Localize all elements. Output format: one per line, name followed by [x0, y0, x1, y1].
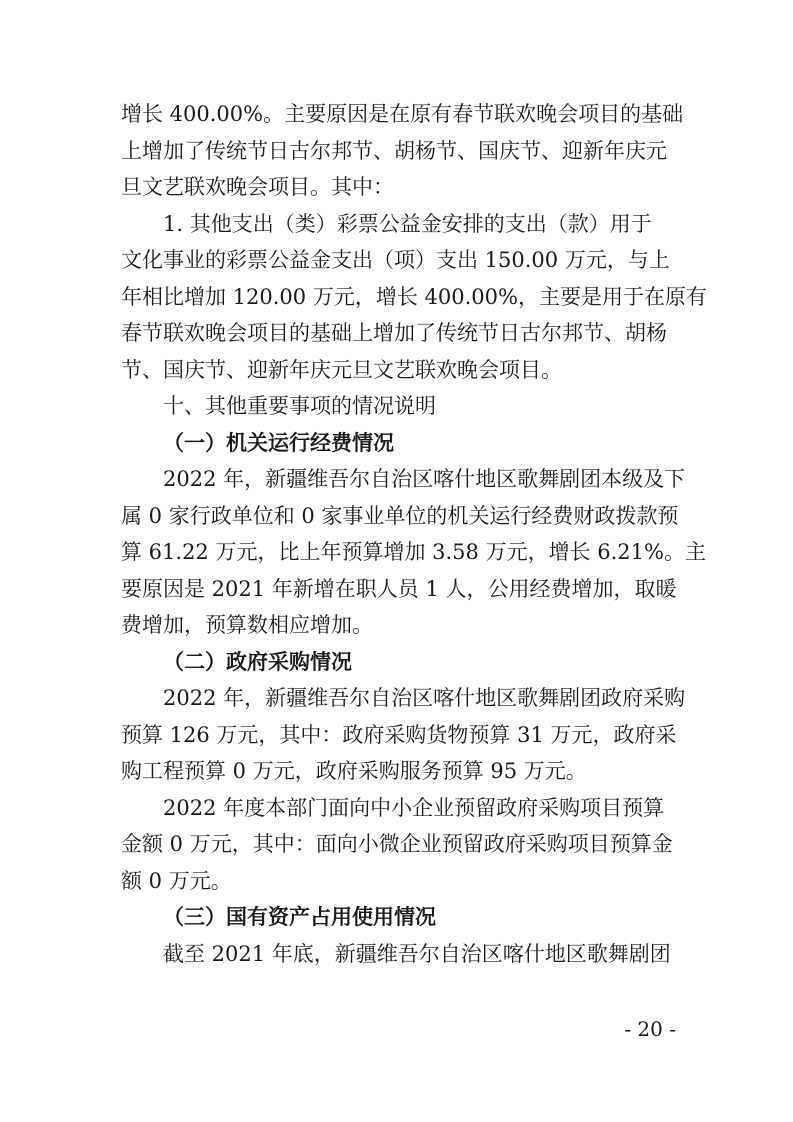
- text-line: 上增加了传统节日古尔邦节、胡杨节、国庆节、迎新年庆元: [121, 138, 667, 163]
- subsection-heading: （二）政府采购情况: [163, 649, 352, 674]
- body-text: [121, 96, 707, 972]
- text-line: 要原因是 2021 年新增在职人员 1 人，公用经费增加，取暖: [121, 576, 677, 601]
- text-line: 2022 年，新疆维吾尔自治区喀什地区歌舞剧团本级及下: [163, 467, 686, 491]
- text-line: 额 0 万元。: [121, 868, 232, 893]
- text-line: 截至 2021 年底，新疆维吾尔自治区喀什地区歌舞剧团: [163, 941, 671, 966]
- text-line: 年相比增加 120.00 万元，增长 400.00%，主要是用于在原有: [121, 284, 707, 309]
- text-line: 属 0 家行政单位和 0 家事业单位的机关运行经费财政拨款预: [121, 503, 679, 528]
- text-line: 2022 年，新疆维吾尔自治区喀什地区歌舞剧团政府采购: [163, 686, 686, 710]
- subsection-heading: （一）机关运行经费情况: [163, 430, 394, 455]
- text-line: 增长 400.00%。主要原因是在原有春节联欢晚会项目的基础: [121, 102, 684, 126]
- text-line: 购工程预算 0 万元，政府采购服务预算 95 万元。: [121, 759, 587, 783]
- text-line: 节、国庆节、迎新年庆元旦文艺联欢晚会项目。: [121, 357, 562, 382]
- text-line: 费增加，预算数相应增加。: [121, 613, 373, 637]
- page-number: - 20 -: [624, 1017, 676, 1041]
- text-line: 1. 其他支出（类）彩票公益金安排的支出（款）用于: [163, 211, 652, 236]
- text-line: 算 61.22 万元，比上年预算增加 3.58 万元，增长 6.21%。主: [121, 540, 706, 564]
- section-heading: 十、其他重要事项的情况说明: [163, 394, 436, 418]
- text-line: 春节联欢晚会项目的基础上增加了传统节日古尔邦节、胡杨: [121, 321, 667, 345]
- text-line: 预算 126 万元，其中：政府采购货物预算 31 万元，政府采: [121, 722, 677, 747]
- text-line: 旦文艺联欢晚会项目。其中：: [121, 175, 394, 199]
- text-line: 文化事业的彩票公益金支出（项）支出 150.00 万元，与上: [121, 248, 670, 272]
- text-line: 金额 0 万元，其中：面向小微企业预留政府采购项目预算金: [121, 832, 673, 856]
- subsection-heading: （三）国有资产占用使用情况: [163, 905, 436, 929]
- text-line: 2022 年度本部门面向中小企业预留政府采购项目预算: [163, 795, 665, 820]
